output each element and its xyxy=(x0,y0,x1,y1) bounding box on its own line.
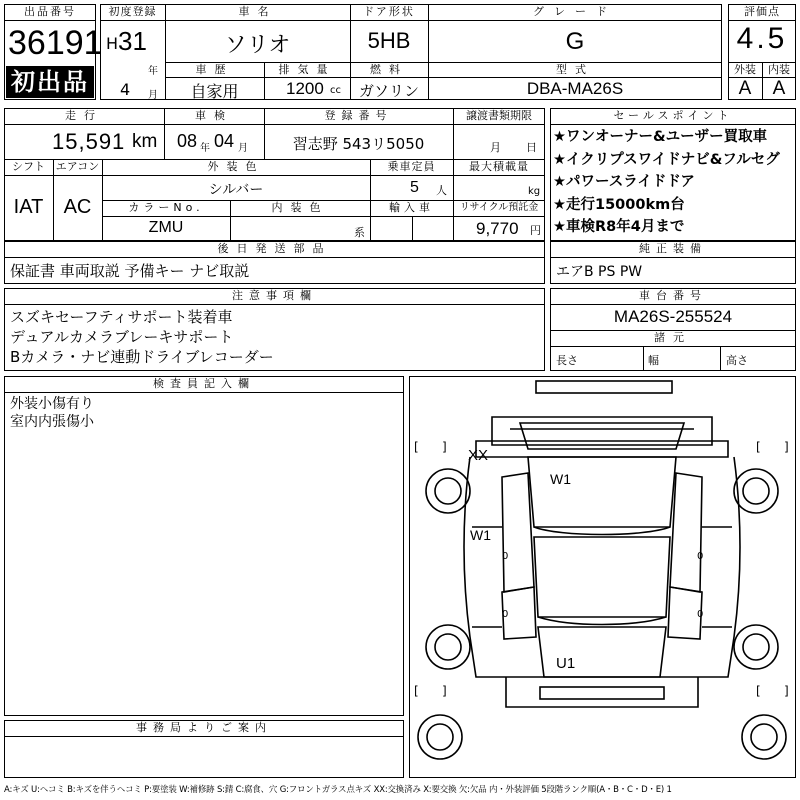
door-type: 5HB xyxy=(367,28,411,53)
aircon-label: エアコン xyxy=(55,160,100,173)
era: H xyxy=(106,34,119,53)
legend: A:キズ U:ヘコミ B:キズを伴うヘコミ P:要塗装 W:補修跡 S:錆 C:腐食、穴 G:フロントガラス点キズ XX:交換済み X:要交換 欠:欠品 内・外装評価 5段階ランク順(A・B・C・D・E) 1 xyxy=(4,785,672,795)
car-name: ソリオ xyxy=(224,33,291,58)
shift-label: シフト xyxy=(12,160,45,173)
mark-xx: XX xyxy=(468,447,489,464)
mark-u1-rear: U1 xyxy=(556,655,576,672)
reg-year-unit: 年 xyxy=(148,66,158,77)
svg-text:[: [ xyxy=(756,684,761,698)
note-line: Bカメラ・ナビ連動ドライブレコーダー xyxy=(10,348,274,366)
mileage: 15,591 xyxy=(52,129,126,154)
ext-color-label: 外装色 xyxy=(207,160,265,173)
reg-month: 4 xyxy=(120,80,131,99)
inspector-notes xyxy=(10,395,94,431)
transfer-day-unit: 日 xyxy=(526,141,537,154)
mark-zero: 0 xyxy=(697,609,704,620)
displacement: 1200 xyxy=(286,79,324,98)
inspection-label: 車検 xyxy=(195,109,233,122)
svg-text:[: [ xyxy=(756,440,761,454)
sales-point: ★車検R8年4月まで xyxy=(553,219,685,235)
transfer-deadline-label: 譲渡書類期限 xyxy=(466,109,532,122)
aircon: AC xyxy=(63,196,92,218)
shift: IAT xyxy=(13,196,44,218)
inspection-month-unit: 月 xyxy=(238,143,248,154)
load-unit: kg xyxy=(528,186,541,197)
color-no-label: カラーNo. xyxy=(128,201,204,214)
svg-text:]: ] xyxy=(442,440,447,454)
history: 自家用 xyxy=(190,82,239,101)
first-listing-text: 初出品 xyxy=(11,68,89,96)
svg-text:]: ] xyxy=(784,684,789,698)
max-load-label: 最大積載量 xyxy=(469,160,529,173)
height-label: 高さ xyxy=(726,354,748,367)
capacity-label: 乗車定員 xyxy=(387,160,436,173)
registration-label: 登録番号 xyxy=(324,109,393,122)
interior-label: 内装 xyxy=(768,63,790,76)
door-type-label: ドア形状 xyxy=(363,5,415,18)
mark-zero: 0 xyxy=(502,609,509,620)
listing-number-label: 出品番号 xyxy=(24,5,76,18)
mileage-unit: km xyxy=(132,131,158,152)
exterior-label: 外装 xyxy=(734,63,756,76)
notes-label: 注意事項欄 xyxy=(232,289,317,302)
length-label: 長さ xyxy=(556,354,578,367)
note-line: デュアルカメラブレーキサポート xyxy=(10,328,234,346)
fuel-label: 燃料 xyxy=(370,63,408,76)
int-color-label: 内装色 xyxy=(271,201,329,214)
mark-w1-hood: W1 xyxy=(550,471,571,487)
import-label: 輸入車 xyxy=(389,201,434,214)
fuel: ガソリン xyxy=(358,82,419,100)
inspection-year-unit: 年 xyxy=(200,143,210,154)
damage-diagram-box xyxy=(409,376,796,778)
recycle-unit: 円 xyxy=(530,224,541,237)
inspection-month: 04 xyxy=(214,131,235,151)
mileage-label: 走行 xyxy=(65,109,103,122)
history-label: 車歴 xyxy=(195,63,234,76)
note-line: スズキセーフティサポート装着車 xyxy=(10,308,233,326)
listing-number: 36191 xyxy=(8,24,103,62)
svg-text:]: ] xyxy=(784,440,789,454)
later-parts: 保証書 車両取説 予備キー ナビ取説 xyxy=(10,262,250,280)
notes-list xyxy=(10,307,274,367)
score: 4.5 xyxy=(736,22,788,55)
mark-w1-side: W1 xyxy=(470,527,491,543)
later-parts-label: 後日発送部品 xyxy=(217,242,332,255)
mark-zero: 0 xyxy=(697,551,704,562)
recycle: 9,770 xyxy=(476,219,519,238)
model-type-label: 型式 xyxy=(556,63,594,76)
std-equipment-label: 純正装備 xyxy=(639,242,707,255)
grade-label: グレード xyxy=(533,5,617,18)
reg-month-unit: 月 xyxy=(148,90,158,101)
capacity-unit: 人 xyxy=(436,184,447,197)
inspector-line: 室内内張傷小 xyxy=(10,414,94,430)
inspector-line: 外装小傷有り xyxy=(10,396,94,412)
model-type: DBA-MA26S xyxy=(526,79,624,98)
sales-point: ★走行15000km台 xyxy=(553,196,685,213)
reg-year: 31 xyxy=(118,26,147,56)
capacity: 5 xyxy=(410,179,419,196)
std-equipment: エアB PS PW xyxy=(556,264,643,280)
sales-point: ★ワンオーナー&ユーザー買取車 xyxy=(553,129,768,145)
transfer-month-unit: 月 xyxy=(490,141,501,154)
inspection-year: 08 xyxy=(177,131,198,151)
color-no: ZMU xyxy=(148,219,184,236)
displacement-label: 排気量 xyxy=(278,63,336,76)
office-label: 事務局よりご案内 xyxy=(136,721,272,734)
interior-grade: A xyxy=(772,78,786,99)
mark-zero: 0 xyxy=(502,551,509,562)
sales-point: ★イクリプスワイドナビ&フルセグ xyxy=(553,151,780,168)
dimensions-label: 諸元 xyxy=(654,331,692,344)
displacement-unit: cc xyxy=(330,85,341,96)
exterior-grade: A xyxy=(738,78,752,99)
int-color-suffix: 系 xyxy=(354,226,365,239)
registration-number: 習志野 543リ5050 xyxy=(292,135,425,153)
first-listing-badge xyxy=(6,66,94,98)
score-label: 評価点 xyxy=(744,5,780,18)
car-diagram xyxy=(410,377,794,776)
recycle-label: リサイクル預託金 xyxy=(459,202,539,213)
width-label: 幅 xyxy=(648,354,659,367)
sales-point: ★パワースライドドア xyxy=(553,174,695,190)
sales-points-list xyxy=(553,126,795,239)
chassis-number: MA26S-255524 xyxy=(613,307,733,326)
chassis-label: 車台番号 xyxy=(639,289,707,302)
ext-color: シルバー xyxy=(208,182,264,198)
sales-points-label: セールスポイント xyxy=(613,109,733,122)
inspector-label: 検査員記入欄 xyxy=(153,377,255,390)
svg-text:]: ] xyxy=(442,684,447,698)
svg-text:[: [ xyxy=(414,684,419,698)
car-name-label: 車名 xyxy=(238,5,277,18)
grade: G xyxy=(565,28,585,55)
first-reg-label: 初度登録 xyxy=(108,5,157,18)
svg-text:[: [ xyxy=(414,440,419,454)
